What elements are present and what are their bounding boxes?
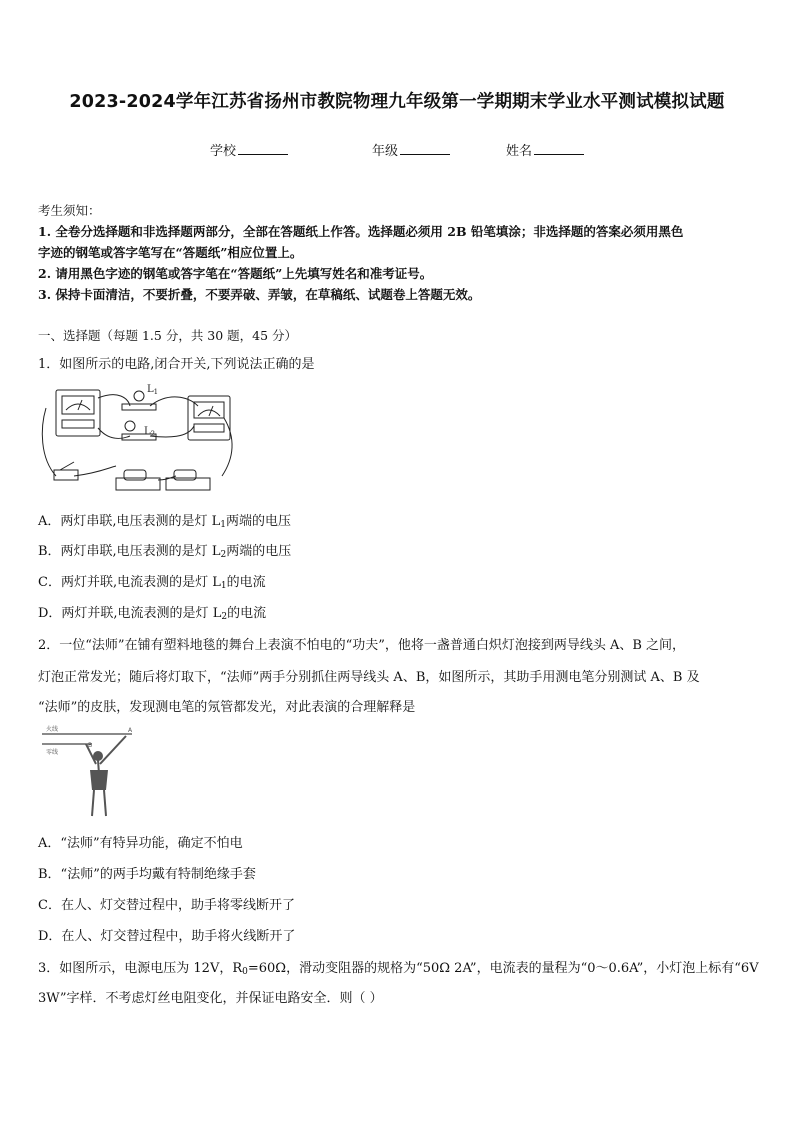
q1-option-c[interactable]: C．两灯并联,电流表测的是灯 $L_1$的电流 xyxy=(38,575,266,591)
section-heading: 一、选择题（每题 1.5 分，共 30 题，45 分） xyxy=(38,328,298,343)
q2-option-d[interactable]: D．在人、灯交替过程中，助手将火线断开了 xyxy=(38,929,296,944)
notice-item-1b: 字迹的钢笔或答字笔写在“答题纸”相应位置上。 xyxy=(38,245,303,260)
q1-stem: 1．如图所示的电路,闭合开关,下列说法正确的是 xyxy=(38,357,315,372)
q2-fig-label-a: A xyxy=(128,727,133,734)
q2-option-a[interactable]: A．“法师”有特异功能，确定不怕电 xyxy=(38,836,243,851)
notice-item-2: 2. 请用黑色字迹的钢笔或答字笔在“答题纸”上先填写姓名和准考证号。 xyxy=(38,266,433,281)
q1-circuit-figure xyxy=(38,378,238,498)
q1-option-a[interactable]: A．两灯串联,电压表测的是灯 $L_1$两端的电压 xyxy=(38,514,292,530)
q2-fig-label-fire: 火线 xyxy=(46,726,59,733)
q1-option-b[interactable]: B．两灯串联,电压表测的是灯 $L_2$两端的电压 xyxy=(38,544,292,560)
notice-heading: 考生须知： xyxy=(38,203,101,218)
q2-option-c[interactable]: C．在人、灯交替过程中，助手将零线断开了 xyxy=(38,898,295,913)
notice-item-3: 3. 保持卡面清洁，不要折叠，不要弄破、弄皱，在草稿纸、试题卷上答题无效。 xyxy=(38,287,481,302)
q2-fig-label-b: B xyxy=(88,742,93,749)
q2-option-b[interactable]: B．“法师”的两手均戴有特制绝缘手套 xyxy=(38,867,256,882)
q2-stem-line-1: 2．一位“法师”在铺有塑料地毯的舞台上表演不怕电的“功夫”，他将一盏普通白炽灯泡接到两导线头 A、B 之间， xyxy=(38,638,686,653)
school-blank[interactable] xyxy=(238,142,288,155)
grade-field: 年级 xyxy=(372,140,450,159)
q1-fig-label-l1: $L_1$ xyxy=(147,384,159,396)
q2-fig-label-zero: 零线 xyxy=(46,749,59,756)
school-field: 学校 xyxy=(210,140,288,159)
name-field: 姓名 xyxy=(506,140,584,159)
q2-stem-line-2: 灯泡正常发光；随后将灯取下，“法师”两手分别抓住两导线头 A、B，如图所示，其助手用测电笔分别测试 A、B 及 xyxy=(38,670,700,685)
exam-title: 2023-2024学年江苏省扬州市教院物理九年级第一学期期末学业水平测试模拟试题 xyxy=(69,92,725,112)
notice-item-1a: 1. 全卷分选择题和非选择题两部分，全部在答题纸上作答。选择题必须用 2B 铅笔填涂；非选择题的答案必须用黑色 xyxy=(38,224,684,239)
q3-stem-line-1: 3．如图所示，电源电压为 12V，$R_0=60\Omega$，滑动变阻器的规格为“50Ω 2A”，电流表的量程为“0～0.6A”，小灯泡上标有“6V xyxy=(38,961,759,977)
q2-person-figure xyxy=(38,722,138,822)
q3-stem-line-2: 3W”字样．不考虑灯丝电阻变化，并保证电路安全．则（ ） xyxy=(38,991,383,1006)
name-blank[interactable] xyxy=(534,142,584,155)
q1-fig-label-l2: $L_2$ xyxy=(144,426,156,438)
grade-blank[interactable] xyxy=(400,142,450,155)
q2-stem-line-3: “法师”的皮肤，发现测电笔的氖管都发光，对此表演的合理解释是 xyxy=(38,700,416,715)
q1-option-d[interactable]: D．两灯并联,电流表测的是灯 $L_2$的电流 xyxy=(38,606,267,622)
